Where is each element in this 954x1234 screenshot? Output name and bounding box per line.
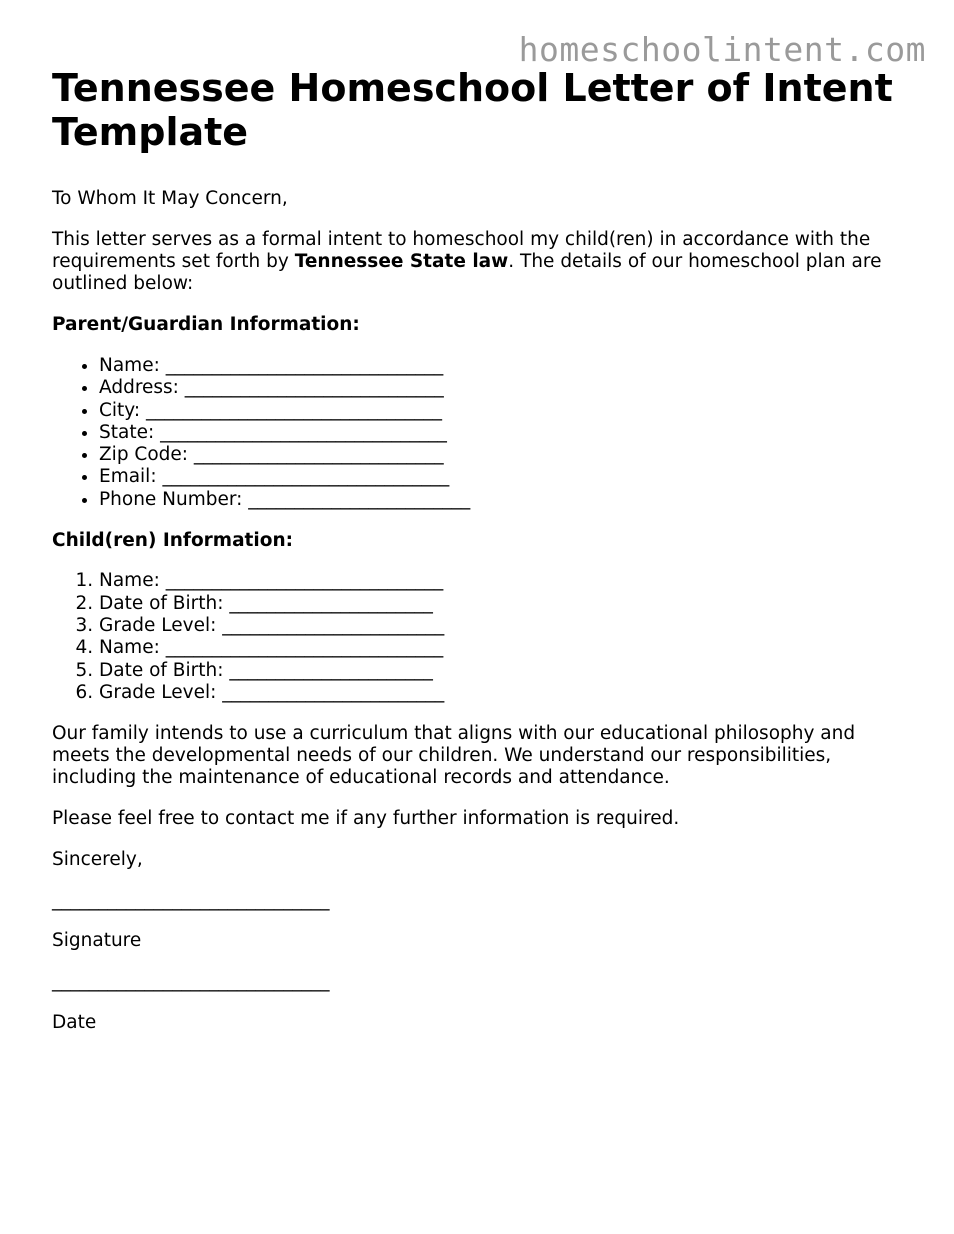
parent-city-field: • City: ________________________________	[99, 400, 912, 422]
salutation: To Whom It May Concern,	[52, 188, 288, 209]
children-section-heading: Child(ren) Information:	[52, 529, 294, 551]
child-name-field: 1. Name: ______________________________	[99, 570, 912, 592]
intro-text-end: . The details of our homeschool plan are outlined below:	[52, 251, 882, 295]
child-dob-field: 2. Date of Birth: ______________________	[99, 593, 912, 615]
date-line: ______________________________	[52, 971, 330, 993]
intro-bold-law: Tennessee State law	[294, 251, 509, 273]
signature-label: Signature	[52, 930, 142, 952]
parent-zip-field: • Zip Code: ___________________________	[99, 444, 912, 466]
watermark: homeschoolintent.com	[518, 30, 926, 69]
contact-paragraph: Please feel free to contact me if any further information is required.	[52, 808, 680, 830]
children-info-list	[52, 570, 912, 704]
parent-section-heading: Parent/Guardian Information:	[52, 314, 360, 336]
parent-name-field: • Name: ______________________________	[99, 355, 912, 377]
child-grade-field: 6. Grade Level: ________________________	[99, 682, 912, 704]
parent-address-field: • Address: ____________________________	[99, 377, 912, 399]
child-dob-field: 5. Date of Birth: ______________________	[99, 660, 912, 682]
parent-email-field: • Email: _______________________________	[99, 466, 912, 488]
intro-text-start: This letter serves as a formal intent to homeschool my child(ren) in accordance with the requirements set forth by	[52, 228, 871, 273]
parent-info-list	[52, 355, 912, 511]
date-label: Date	[52, 1012, 97, 1034]
closing: Sincerely,	[52, 848, 143, 870]
letter-document	[52, 66, 912, 1053]
page-title: Tennessee Homeschool Letter of Intent Template	[52, 66, 893, 154]
parent-phone-field: • Phone Number: ________________________	[99, 489, 912, 511]
intro-paragraph	[52, 229, 912, 296]
parent-state-field: • State: _______________________________	[99, 422, 912, 444]
signature-line: ______________________________	[52, 889, 330, 911]
child-grade-field: 3. Grade Level: ________________________	[99, 615, 912, 637]
child-name-field: 4. Name: ______________________________	[99, 637, 912, 659]
curriculum-paragraph: Our family intends to use a curriculum that aligns with our educational philosophy and meets the developmental needs of our children. We understand our responsibilities, including the maintenance of educational records and attendance.	[52, 722, 856, 789]
